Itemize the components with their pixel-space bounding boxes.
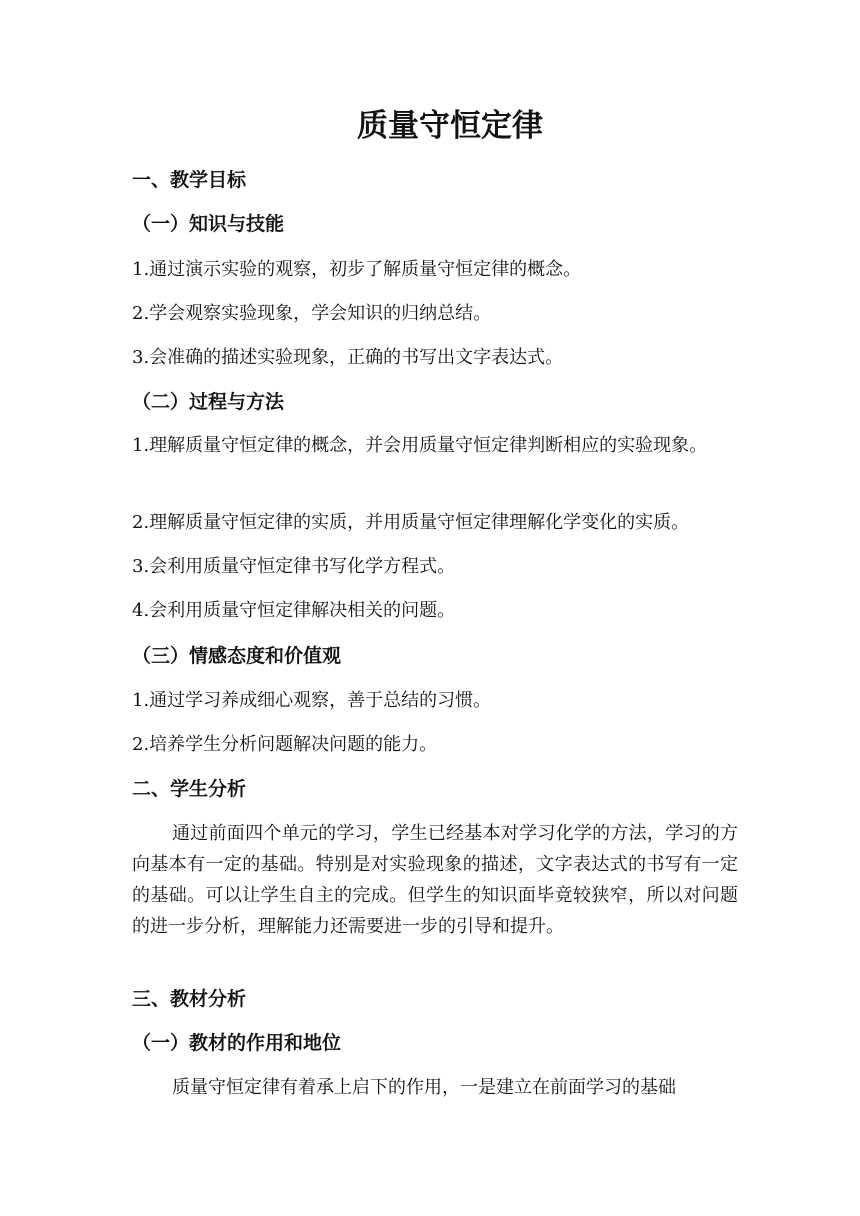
heading-teaching-goals: 一、教学目标 — [132, 169, 247, 191]
heading-textbook-analysis: 三、教材分析 — [132, 988, 247, 1010]
list-item: 1.通过演示实验的观察，初步了解质量守恒定律的概念。 — [132, 259, 582, 280]
paragraph-student-analysis: 通过前面四个单元的学习，学生已经基本对学习化学的方法，学习的方向基本有一定的基础。特别是对实验现象的描述，文字表达式的书写有一定的基础。可以让学生自主的完成。但学生的知识面毕竟较狭窄，所以对问题的进一步分析，理解能力还需要进一步的引导和提升。 — [132, 823, 738, 937]
list-item: 3.会准确的描述实验现象，正确的书写出文字表达式。 — [132, 347, 564, 368]
heading-student-analysis: 二、学生分析 — [132, 778, 247, 800]
list-item: 4.会利用质量守恒定律解决相关的问题。 — [132, 600, 456, 621]
list-item: 3.会利用质量守恒定律书写化学方程式。 — [132, 556, 456, 577]
list-item: 1.理解质量守恒定律的概念，并会用质量守恒定律判断相应的实验现象。 — [132, 435, 708, 456]
list-item: 2.学会观察实验现象，学会知识的归纳总结。 — [132, 303, 492, 324]
document-title: 质量守恒定律 — [357, 108, 543, 144]
subheading-role-position: （一）教材的作用和地位 — [132, 1032, 342, 1054]
paragraph-role-position: 质量守恒定律有着承上启下的作用，一是建立在前面学习的基础 — [172, 1077, 676, 1098]
subheading-knowledge-skills: （一）知识与技能 — [132, 213, 285, 235]
subheading-emotion-values: （三）情感态度和价值观 — [132, 645, 342, 667]
list-item: 1.通过学习养成细心观察，善于总结的习惯。 — [132, 690, 492, 711]
subheading-process-method: （二）过程与方法 — [132, 391, 285, 413]
list-item: 2.培养学生分析问题解决问题的能力。 — [132, 734, 438, 755]
list-item: 2.理解质量守恒定律的实质，并用质量守恒定律理解化学变化的实质。 — [132, 512, 690, 533]
